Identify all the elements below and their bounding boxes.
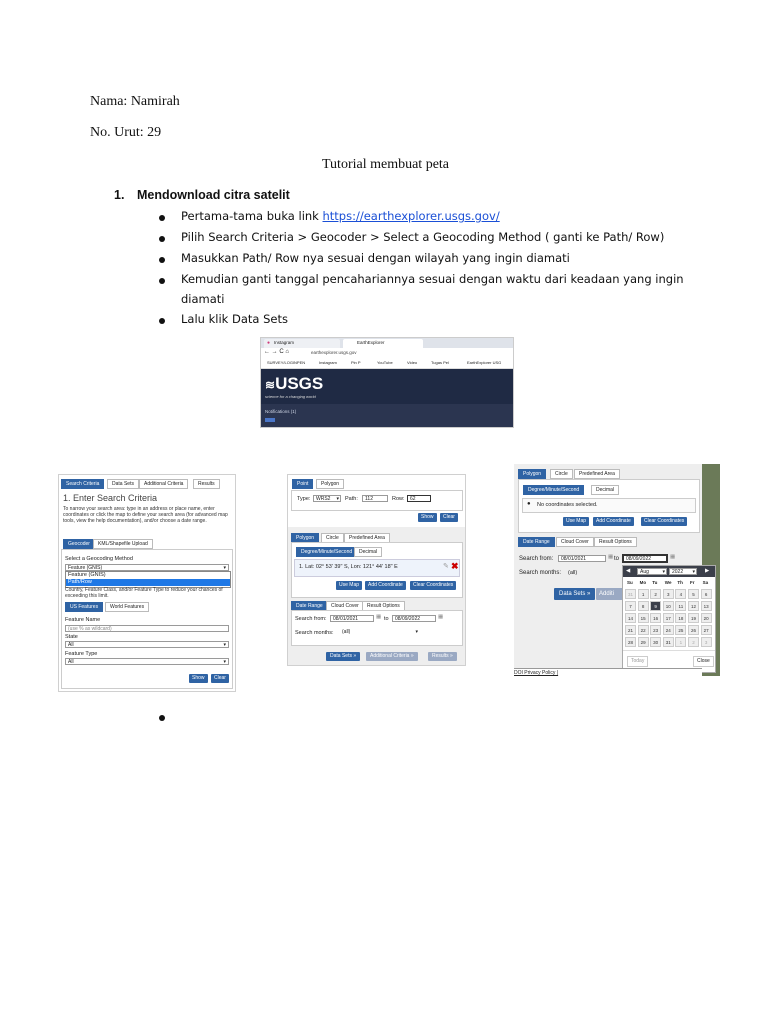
results-button[interactable]: Results » — [428, 652, 457, 661]
notifications-link[interactable]: Notifications (1) — [265, 409, 297, 414]
clear-coordinates-button[interactable]: Clear Coordinates — [641, 517, 687, 526]
row-label: Row: — [392, 496, 405, 502]
day-grid — [625, 589, 713, 649]
bookmark-2[interactable]: Instagram — [319, 360, 337, 365]
weekday-label: Sa — [702, 580, 709, 585]
state-label: State — [65, 634, 78, 640]
tab-dms[interactable]: Degree/Minute/Second — [296, 547, 357, 557]
tab-world-features[interactable]: World Features — [105, 602, 149, 612]
calendar-day[interactable]: 2 — [650, 589, 661, 599]
tab-circle[interactable]: Circle — [321, 533, 344, 543]
earthexplorer-link[interactable]: https://earthexplorer.usgs.gov/ — [322, 209, 500, 223]
tab-decimal[interactable]: Decimal — [591, 485, 619, 495]
calendar-day[interactable]: 1 — [638, 589, 649, 599]
nav-indicator — [265, 418, 275, 422]
calendar-day[interactable]: 11 — [675, 601, 686, 611]
tab-instagram[interactable] — [264, 339, 340, 348]
chevron-down-icon: ▾ — [662, 569, 665, 575]
tab-polygon[interactable]: Polygon — [518, 469, 546, 479]
calendar-day[interactable]: 30 — [650, 637, 661, 647]
bullet-icon — [159, 215, 165, 221]
additional-criteria-button[interactable]: Additi — [596, 588, 624, 600]
calendar-icon[interactable]: ▦ — [438, 614, 444, 620]
calendar-day[interactable]: 19 — [688, 613, 699, 623]
clear-button[interactable]: Clear — [211, 674, 229, 683]
calendar-day[interactable]: 29 — [638, 637, 649, 647]
bullet-icon — [159, 278, 165, 284]
bullet-1-text: Pertama-tama buka link — [181, 209, 323, 223]
calendar-icon[interactable]: ▦ — [608, 554, 614, 560]
bullet-icon — [159, 236, 165, 242]
date-range-panel — [291, 610, 463, 646]
type-value: WRS2 — [316, 496, 331, 502]
data-sets-button[interactable]: Data Sets » — [554, 588, 595, 600]
year-value: 2022 — [672, 569, 684, 575]
months-value[interactable]: (all) — [568, 570, 578, 576]
tab-date-range[interactable]: Date Range — [518, 537, 555, 547]
option-path-row[interactable] — [66, 579, 230, 586]
no-coords-text: No coordinates selected. — [537, 502, 598, 508]
tab-instagram-label: Instagram — [274, 340, 295, 345]
browser-toolbar — [261, 348, 513, 359]
chevron-down-icon: ▾ — [336, 496, 339, 502]
usgs-tagline: science for a changing world — [265, 394, 316, 399]
tab-earthexplorer[interactable] — [343, 339, 423, 348]
calendar-day[interactable]: 13 — [701, 601, 712, 611]
state-select[interactable] — [65, 641, 229, 648]
month-select[interactable] — [637, 568, 667, 575]
coordinate-text: 1. Lat: 02° 53' 39" S, Lon: 121° 44' 18" E — [299, 564, 398, 570]
polygon-panel — [518, 479, 700, 533]
calendar-day[interactable]: 23 — [650, 625, 661, 635]
bookmark-6[interactable]: Tugas Pel — [431, 360, 449, 365]
tab-additional-criteria[interactable]: Additional Criteria — [139, 479, 188, 489]
coordinate-row — [294, 559, 460, 577]
tab-predefined-area[interactable]: Predefined Area — [344, 533, 390, 543]
bullet-4: Kemudian ganti tanggal pencahariannya sesuai dengan waktu dari keadaan yang ingin — [181, 272, 684, 286]
address-bar[interactable]: earthexplorer.usgs.gov — [311, 350, 357, 355]
document-title: Tutorial membuat peta — [322, 157, 450, 172]
tab-result-options[interactable]: Result Options — [362, 601, 405, 611]
calendar-day[interactable]: 12 — [688, 601, 699, 611]
nav-arrows-icon[interactable]: ← → C ⌂ — [264, 349, 289, 355]
show-button[interactable]: Show — [189, 674, 208, 683]
calendar-day[interactable]: 18 — [675, 613, 686, 623]
months-value: (all) — [342, 629, 351, 635]
calendar-day[interactable]: 22 — [638, 625, 649, 635]
option-feature[interactable]: Feature (GNIS) — [68, 572, 106, 578]
usgs-logo — [265, 374, 323, 394]
calendar-icon[interactable]: ▦ — [376, 614, 382, 620]
tab-geocoder[interactable]: Geocoder — [63, 539, 95, 549]
tab-results[interactable]: Results — [193, 479, 220, 489]
month-value: Aug — [640, 569, 649, 575]
tab-cloud-cover[interactable]: Cloud Cover — [326, 601, 364, 611]
search-months-label: Search months: — [295, 630, 334, 636]
feature-name-label: Feature Name — [65, 617, 101, 623]
path-row-box — [291, 490, 463, 511]
enter-search-heading: 1. Enter Search Criteria — [63, 493, 158, 503]
path-row-screenshot — [287, 474, 466, 666]
edit-icon[interactable]: ✎ — [443, 563, 449, 570]
polygon-panel — [291, 542, 463, 598]
calendar-header — [623, 566, 715, 577]
weekday-label: We — [664, 580, 672, 585]
calendar-popup — [622, 565, 716, 673]
use-map-button[interactable]: Use Map — [563, 517, 589, 526]
weekday-label: Su — [627, 580, 633, 585]
calendar-day[interactable]: 25 — [675, 625, 686, 635]
search-intro: To narrow your search area: type in an address or place name, enter coordinates or click the map to define your search area (for advanced map tools, view the help documentation), and/or choose a date range. — [63, 506, 228, 524]
calendar-day[interactable]: 28 — [625, 637, 636, 647]
tab-circle[interactable]: Circle — [550, 469, 573, 479]
tab-predefined-area[interactable]: Predefined Area — [574, 469, 620, 479]
weekday-label: Fr — [690, 580, 695, 585]
feature-type-label: Feature Type — [65, 651, 98, 657]
tab-dms[interactable]: Degree/Minute/Second — [523, 485, 584, 495]
calendar-day[interactable]: 14 — [625, 613, 636, 623]
calendar-day[interactable]: 20 — [701, 613, 712, 623]
student-name: Nama: Namirah — [90, 94, 180, 109]
path-label: Path: — [345, 496, 358, 502]
method-dropdown — [65, 571, 231, 588]
weekday-row — [625, 580, 713, 587]
geocoding-method-select[interactable] — [65, 564, 229, 571]
to-date-input[interactable]: 08/09/2022 — [622, 554, 668, 563]
calendar-day[interactable]: 27 — [701, 625, 712, 635]
bullet-icon — [159, 257, 165, 263]
calendar-day[interactable]: 8 — [638, 601, 649, 611]
additional-criteria-button[interactable]: Additional Criteria » — [366, 652, 418, 661]
from-date-input[interactable]: 08/01/2021 — [558, 555, 606, 562]
bookmark-3[interactable]: Pin P — [351, 360, 361, 365]
weekday-label: Th — [677, 580, 683, 585]
chevron-down-icon: ▾ — [223, 565, 226, 571]
info-icon: ● — [527, 501, 531, 507]
doi-privacy-link[interactable]: DOI Privacy Policy | — [514, 670, 559, 676]
search-from-label: Search from: — [295, 616, 327, 622]
tab-polygon[interactable]: Polygon — [316, 479, 344, 489]
search-months-label: Search months: — [519, 570, 562, 576]
bullet-2: Pilih Search Criteria > Geocoder > Select a Geocoding Method ( ganti ke Path/ Row) — [181, 230, 665, 244]
calendar-day[interactable]: 31 — [663, 637, 674, 647]
calendar-day[interactable]: 3 — [663, 589, 674, 599]
usgs-logo-text: USGS — [275, 374, 324, 393]
no-coords-box — [522, 498, 696, 513]
option-path-row-label: Path/Row — [68, 579, 92, 585]
to-date-input[interactable]: 08/09/2022 — [392, 615, 436, 622]
browser-screenshot — [260, 337, 514, 428]
usgs-wave-icon: ≋ — [265, 378, 276, 392]
show-button[interactable]: Show — [418, 513, 437, 522]
feature-name-input[interactable]: (use % as wildcard) — [65, 625, 229, 632]
calendar-icon[interactable]: ▦ — [670, 554, 676, 560]
chevron-down-icon: ▾ — [415, 629, 418, 635]
tab-polygon[interactable]: Polygon — [291, 533, 319, 543]
chevron-down-icon: ▾ — [692, 569, 695, 575]
tab-date-range[interactable]: Date Range — [291, 601, 328, 611]
search-criteria-screenshot — [58, 474, 236, 692]
clear-coordinates-button[interactable]: Clear Coordinates — [410, 581, 456, 590]
chevron-down-icon: ▾ — [223, 659, 226, 665]
from-date-input[interactable]: 08/01/2021 — [330, 615, 374, 622]
use-map-button[interactable]: Use Map — [336, 581, 362, 590]
feature-type-value: All — [68, 659, 74, 665]
tab-search-criteria[interactable]: Search Criteria — [61, 479, 104, 489]
section-heading: Mendownload citra satelit — [137, 188, 290, 202]
section-number: 1. — [114, 188, 125, 202]
calendar-day[interactable]: 7 — [625, 601, 636, 611]
bookmark-4[interactable]: YouTube — [377, 360, 393, 365]
calendar-day[interactable]: 31 — [625, 589, 636, 599]
add-coordinate-button[interactable]: Add Coordinate — [365, 581, 406, 590]
method-value: Feature (GNIS) — [68, 565, 103, 571]
type-label: Type: — [297, 496, 311, 502]
tab-result-options[interactable]: Result Options — [594, 537, 637, 547]
year-select[interactable] — [669, 568, 697, 575]
bullet-5: Lalu klik Data Sets — [181, 312, 288, 326]
delete-icon[interactable]: ✖ — [451, 561, 459, 571]
tab-data-sets[interactable]: Data Sets — [107, 479, 139, 489]
row-input[interactable]: 62 — [407, 495, 431, 502]
months-select[interactable] — [340, 629, 420, 636]
calendar-day[interactable]: 21 — [625, 625, 636, 635]
weekday-label: Mo — [639, 580, 647, 585]
footer-bar — [514, 668, 702, 676]
calendar-divider — [623, 650, 715, 651]
prev-month-icon[interactable]: ◀ — [626, 568, 631, 574]
student-number: No. Urut: 29 — [90, 125, 162, 140]
bullet-3: Masukkan Path/ Row nya sesuai dengan wilayah yang ingin diamati — [181, 251, 570, 265]
feature-type-select[interactable] — [65, 658, 229, 665]
calendar-day[interactable]: 5 — [688, 589, 699, 599]
calendar-day[interactable]: 15 — [638, 613, 649, 623]
bookmark-7[interactable]: EarthExplorer USG — [467, 360, 502, 365]
path-input[interactable]: 112 — [362, 495, 388, 502]
calendar-day[interactable]: 26 — [688, 625, 699, 635]
calendar-day[interactable]: 6 — [701, 589, 712, 599]
next-month-icon[interactable]: ▶ — [705, 568, 710, 574]
calendar-day[interactable]: 24 — [663, 625, 674, 635]
data-sets-button[interactable]: Data Sets » — [326, 652, 360, 661]
calendar-day[interactable]: 4 — [675, 589, 686, 599]
calendar-day[interactable]: 17 — [663, 613, 674, 623]
tab-cloud-cover[interactable]: Cloud Cover — [556, 537, 594, 547]
calendar-day[interactable]: 9 — [650, 601, 661, 611]
calendar-day[interactable]: 2 — [688, 637, 699, 647]
tab-kml-upload[interactable]: KML/Shapefile Upload — [93, 539, 153, 549]
tab-point[interactable]: Point — [292, 479, 313, 489]
tab-earthexplorer-label: EarthExplorer — [357, 340, 385, 345]
type-select[interactable] — [313, 495, 341, 502]
calendar-day[interactable]: 1 — [675, 637, 686, 647]
today-button[interactable]: Today — [627, 656, 648, 667]
search-from-label: Search from: — [519, 556, 554, 562]
to-label: to — [614, 556, 620, 562]
state-value: All — [68, 642, 74, 648]
tab-decimal[interactable]: Decimal — [354, 547, 382, 557]
bookmark-5[interactable]: Video — [407, 360, 418, 365]
usgs-nav-strip — [261, 404, 513, 427]
add-coordinate-button[interactable]: Add Coordinate — [593, 517, 634, 526]
chevron-down-icon: ▾ — [223, 642, 226, 648]
tab-us-features[interactable]: US Features — [65, 602, 103, 612]
calendar-day[interactable]: 3 — [701, 637, 712, 647]
weekday-label: Tu — [652, 580, 658, 585]
bookmarks-bar — [261, 359, 513, 369]
bullet-icon — [159, 318, 165, 324]
limit-hint: Country, Feature Class, and/or Feature Type to reduce your chances of exceeding this limit. — [65, 587, 223, 599]
bullet-4-cont: diamati — [181, 292, 225, 306]
to-label: to — [384, 616, 389, 622]
bookmark-1[interactable]: SURVEY/LOGINPEN — [267, 360, 306, 365]
bullet-1 — [181, 209, 500, 223]
calendar-day[interactable]: 16 — [650, 613, 661, 623]
instagram-icon: ● — [267, 340, 271, 346]
clear-button[interactable]: Clear — [440, 513, 458, 522]
calendar-day[interactable]: 10 — [663, 601, 674, 611]
date-picker-screenshot — [514, 464, 720, 676]
close-button[interactable]: Close — [693, 656, 714, 667]
method-label: Select a Geocoding Method — [65, 556, 133, 562]
bullet-icon — [159, 715, 165, 721]
